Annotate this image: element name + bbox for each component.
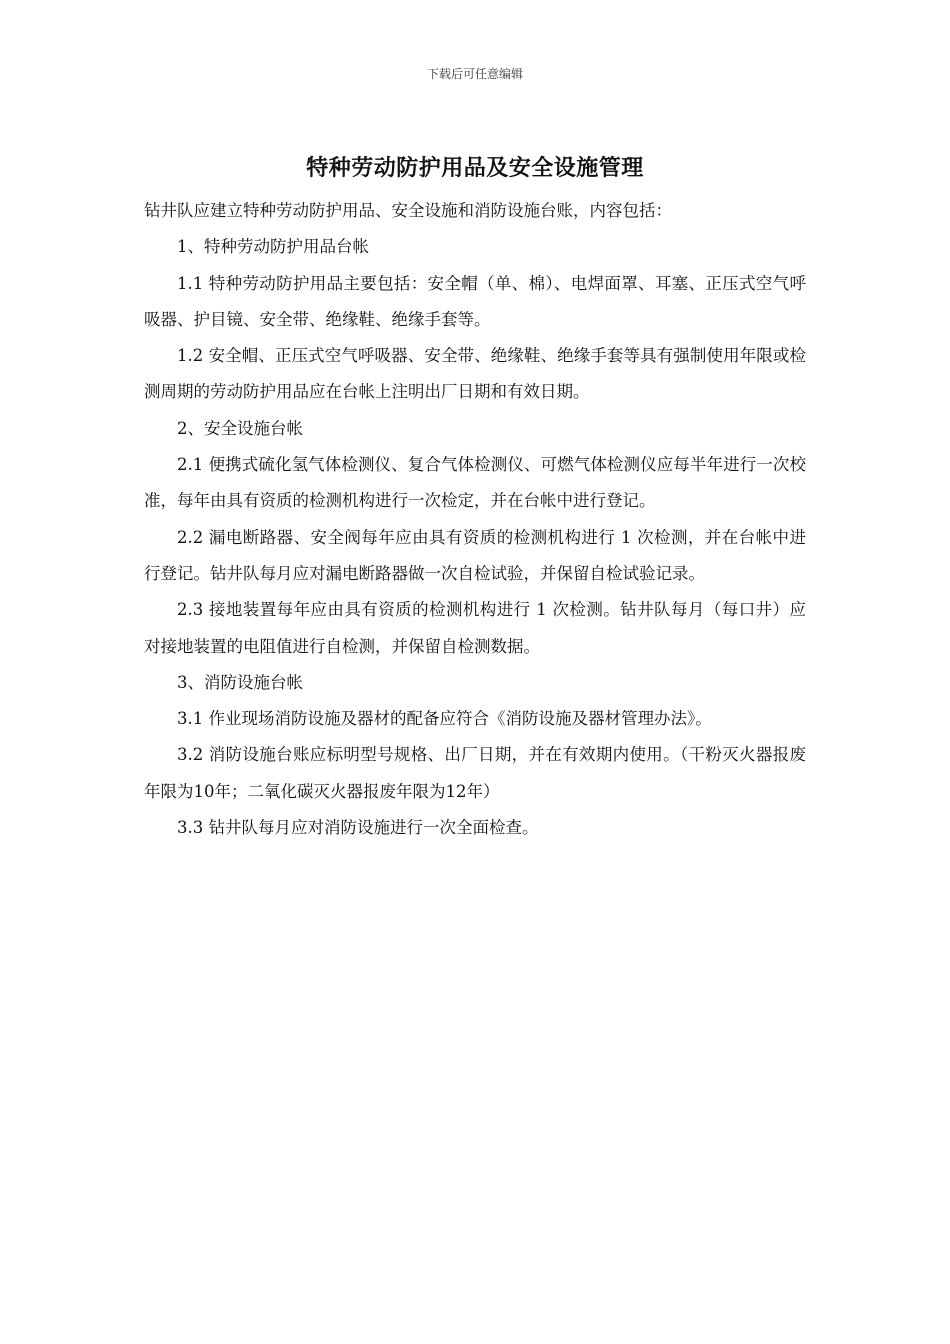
paragraph-1-2: 1.2 安全帽、正压式空气呼吸器、安全带、绝缘鞋、绝缘手套等具有强制使用年限或检测周期的劳动防护用品应在台帐上注明出厂日期和有效日期。	[144, 346, 806, 402]
header-note: 下载后可任意编辑	[426, 67, 523, 81]
document-body	[144, 193, 806, 846]
paragraph-3-1: 3.1 作业现场消防设施及器材的配备应符合《消防设施及器材管理办法》。	[177, 709, 712, 729]
paragraph-2-1: 2.1 便携式硫化氢气体检测仪、复合气体检测仪、可燃气体检测仪应每半年进行一次校准，每年由具有资质的检测机构进行一次检定，并在台帐中进行登记。	[144, 455, 806, 511]
paragraph-2-3: 2.3 接地装置每年应由具有资质的检测机构进行 1 次检测。钻井队每月（每口井）应对接地装置的电阻值进行自检测，并保留自检测数据。	[144, 600, 806, 656]
paragraph-1-1: 1.1 特种劳动防护用品主要包括：安全帽（单、棉）、电焊面罩、耳塞、正压式空气呼吸器、护目镜、安全带、绝缘鞋、绝缘手套等。	[144, 273, 806, 329]
section-heading-3: 3、消防设施台帐	[177, 672, 303, 692]
document-title: 特种劳动防护用品及安全设施管理	[306, 155, 644, 181]
intro-paragraph: 钻井队应建立特种劳动防护用品、安全设施和消防设施台账，内容包括：	[144, 201, 672, 220]
paragraph-3-3: 3.3 钻井队每月应对消防设施进行一次全面检查。	[177, 818, 539, 838]
paragraph-3-2: 3.2 消防设施台账应标明型号规格、出厂日期，并在有效期内使用。（干粉灭火器报废年限为10年；二氧化碳灭火器报废年限为12年）	[144, 745, 806, 801]
section-heading-1: 1、特种劳动防护用品台帐	[177, 237, 369, 257]
section-heading-2: 2、安全设施台帐	[177, 418, 303, 438]
paragraph-2-2: 2.2 漏电断路器、安全阀每年应由具有资质的检测机构进行 1 次检测，并在台帐中进行登记。钻井队每月应对漏电断路器做一次自检试验，并保留自检试验记录。	[144, 527, 806, 583]
